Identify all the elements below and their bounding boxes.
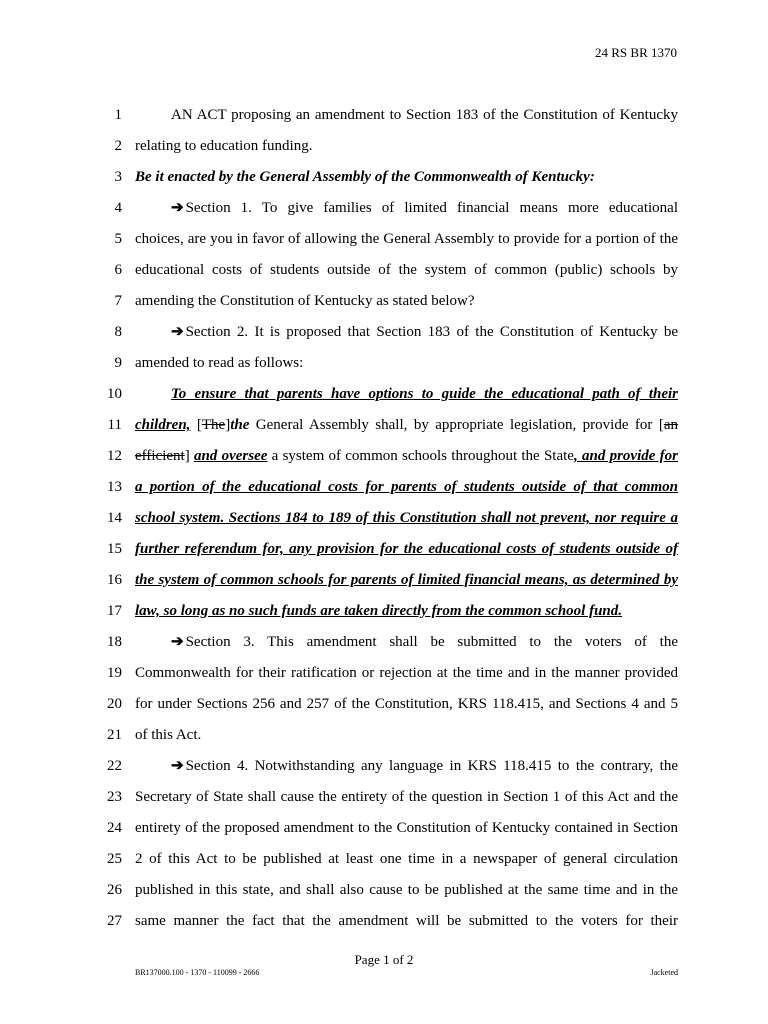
line-text bbox=[135, 441, 678, 471]
line-27 bbox=[0, 906, 768, 936]
line-text: Commonwealth for their ratification or rejection at the time and in the manner provided bbox=[135, 665, 678, 681]
deleted-text: efficient bbox=[135, 448, 185, 464]
inserted-text: and oversee bbox=[193, 448, 268, 464]
line-2 bbox=[0, 131, 768, 161]
inserted-text: a portion of the educational costs for parents of students outside of that common bbox=[135, 479, 678, 495]
bracket: [ bbox=[190, 417, 202, 433]
line-10 bbox=[0, 379, 768, 409]
line-text bbox=[135, 410, 678, 440]
line-number: 26 bbox=[107, 882, 122, 898]
line-13 bbox=[0, 472, 768, 502]
line-body: General Assembly shall, by appropriate legislation, provide for [ bbox=[249, 417, 664, 433]
enacting-clause: Be it enacted by the General Assembly of the Commonwealth of Kentucky: bbox=[135, 169, 595, 185]
line-number: 18 bbox=[107, 634, 122, 650]
section-text: Section 4. Notwithstanding any language in KRS 118.415 to the contrary, the bbox=[185, 758, 678, 774]
line-text bbox=[135, 751, 678, 781]
line-text: for under Sections 256 and 257 of the Constitution, KRS 118.415, and Sections 4 and 5 bbox=[135, 696, 678, 712]
line-21 bbox=[0, 720, 768, 750]
line-text: published in this state, and shall also cause to be published at the same time and in the bbox=[135, 882, 678, 898]
line-number: 24 bbox=[107, 820, 122, 836]
line-text bbox=[135, 193, 678, 223]
section-text: Section 3. This amendment shall be submitted to the voters of the bbox=[185, 634, 678, 650]
bill-id: 24 RS BR 1370 bbox=[595, 45, 677, 60]
line-23 bbox=[0, 782, 768, 812]
line-number: 25 bbox=[107, 851, 122, 867]
inserted-text: law, so long as no such funds are taken directly from the common school fund. bbox=[135, 603, 623, 619]
line-text bbox=[135, 317, 678, 347]
line-number: 22 bbox=[107, 758, 122, 774]
line-number: 27 bbox=[107, 913, 122, 929]
line-number: 6 bbox=[114, 262, 122, 278]
line-1 bbox=[0, 100, 768, 130]
line-number: 15 bbox=[107, 541, 122, 557]
page-number: Page 1 of 2 bbox=[354, 952, 414, 967]
line-number: 4 bbox=[114, 200, 122, 216]
line-number: 21 bbox=[107, 727, 122, 743]
line-text: Secretary of State shall cause the entirety of the question in Section 1 of this Act and the bbox=[135, 789, 678, 805]
line-number: 5 bbox=[114, 231, 122, 247]
line-14 bbox=[0, 503, 768, 533]
line-text: 2 of this Act to be published at least one time in a newspaper of general circulation bbox=[135, 851, 678, 867]
inserted-text: children, bbox=[135, 417, 191, 433]
line-text: same manner the fact that the amendment will be submitted to the voters for their bbox=[135, 913, 678, 929]
line-number: 19 bbox=[107, 665, 122, 681]
line-number: 9 bbox=[114, 355, 122, 371]
line-number: 23 bbox=[107, 789, 122, 805]
inserted-text: the bbox=[230, 417, 250, 433]
line-text: choices, are you in favor of allowing the General Assembly to provide for a portion of the bbox=[135, 231, 678, 247]
line-number: 20 bbox=[107, 696, 122, 712]
deleted-text: The bbox=[201, 417, 226, 433]
inserted-text: , and provide for bbox=[573, 448, 679, 464]
line-16 bbox=[0, 565, 768, 595]
line-number: 12 bbox=[107, 448, 122, 464]
line-17 bbox=[0, 596, 768, 626]
line-text: AN ACT proposing an amendment to Section 183 of the Constitution of Kentucky bbox=[171, 107, 678, 123]
line-number: 10 bbox=[107, 386, 122, 402]
line-number: 13 bbox=[107, 479, 122, 495]
line-number: 1 bbox=[114, 107, 122, 123]
line-15 bbox=[0, 534, 768, 564]
line-8 bbox=[0, 317, 768, 347]
section-arrow-icon: ➔ bbox=[171, 200, 184, 216]
line-6 bbox=[0, 255, 768, 285]
line-number: 16 bbox=[107, 572, 122, 588]
line-number: 17 bbox=[107, 603, 122, 619]
line-number: 7 bbox=[114, 293, 122, 309]
section-text: Section 1. To give families of limited financial means more educational bbox=[185, 200, 678, 216]
inserted-text: school system. Sections 184 to 189 of this Constitution shall not prevent, nor require a bbox=[135, 510, 678, 526]
inserted-text: To ensure that parents have options to guide the educational path of their bbox=[171, 386, 678, 402]
line-4 bbox=[0, 193, 768, 223]
line-text: educational costs of students outside of the system of common (public) schools by bbox=[135, 262, 678, 278]
line-5 bbox=[0, 224, 768, 254]
line-text: of this Act. bbox=[135, 727, 202, 743]
line-22 bbox=[0, 751, 768, 781]
line-text bbox=[135, 627, 678, 657]
line-number: 14 bbox=[107, 510, 122, 526]
document-status: Jacketed bbox=[650, 968, 678, 977]
line-25 bbox=[0, 844, 768, 874]
line-body: a system of common schools throughout the State bbox=[267, 448, 574, 464]
line-text: relating to education funding. bbox=[135, 138, 313, 154]
line-7 bbox=[0, 286, 768, 316]
line-26 bbox=[0, 875, 768, 905]
inserted-text: the system of common schools for parents of limited financial means, as determined by bbox=[135, 572, 678, 588]
line-24 bbox=[0, 813, 768, 843]
bracket: ] bbox=[184, 448, 194, 464]
line-18 bbox=[0, 627, 768, 657]
section-arrow-icon: ➔ bbox=[171, 634, 184, 650]
line-number: 3 bbox=[114, 169, 122, 185]
section-text: Section 2. It is proposed that Section 183 of the Constitution of Kentucky be bbox=[185, 324, 678, 340]
line-number: 11 bbox=[107, 417, 122, 433]
section-arrow-icon: ➔ bbox=[171, 324, 184, 340]
line-text: entirety of the proposed amendment to the Constitution of Kentucky contained in Section bbox=[135, 820, 678, 836]
line-19 bbox=[0, 658, 768, 688]
line-number: 2 bbox=[114, 138, 122, 154]
line-11 bbox=[0, 410, 768, 440]
line-3 bbox=[0, 162, 768, 192]
section-arrow-icon: ➔ bbox=[171, 758, 184, 774]
line-number: 8 bbox=[114, 324, 122, 340]
line-12 bbox=[0, 441, 768, 471]
document-id: BR137000.100 - 1370 - 110099 - 2666 bbox=[135, 968, 260, 977]
bracket: ] bbox=[225, 417, 231, 433]
line-20 bbox=[0, 689, 768, 719]
inserted-text: further referendum for, any provision for the educational costs of students outside of bbox=[135, 541, 678, 557]
deleted-text: an bbox=[663, 417, 678, 433]
line-9 bbox=[0, 348, 768, 378]
line-text: amending the Constitution of Kentucky as stated below? bbox=[135, 293, 475, 309]
line-text: amended to read as follows: bbox=[135, 355, 304, 371]
